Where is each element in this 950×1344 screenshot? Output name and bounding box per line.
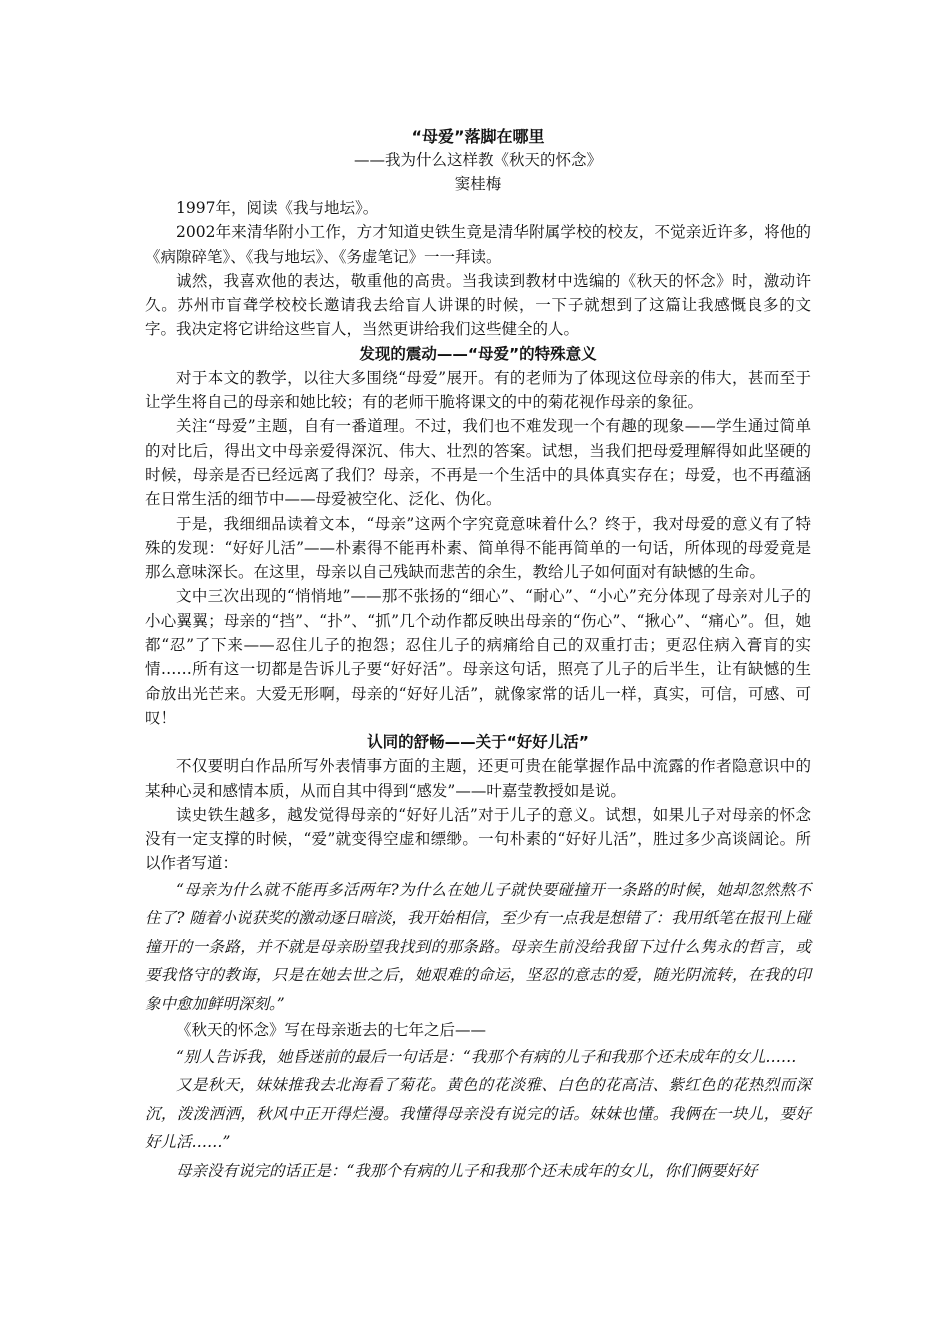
closing-paragraph: 母亲没有说完的话正是：“我那个有病的儿子和我那个还未成年的女儿，你们俩要好好	[176, 1161, 758, 1180]
paragraph: 于是，我细细品读着文本，“母亲”这两个字究竟意味着什么？终于，我对母爱的意义有了特殊的发现：“好好儿活”——朴素得不能再朴素、简单得不能再简单的一句话，所体现的母爱竟是那么意味深长。在这里，母亲以自己残缺而悲苦的余生，教给儿子如何面对有缺憾的生命。	[145, 514, 811, 582]
document-page	[145, 126, 811, 1185]
paragraph: 1997年，阅读《我与地坛》。	[176, 199, 379, 217]
document-subtitle: ——我为什么这样教《秋天的怀念》	[353, 151, 602, 169]
document-title: “母爱”落脚在哪里	[411, 127, 545, 146]
paragraph: 2002年来清华附小工作，方才知道史铁生竟是清华附属学校的校友，不觉亲近许多，将他的《病隙碎笔》、《我与地坛》、《务虚笔记》一一拜读。	[145, 223, 811, 266]
paragraph: 诚然，我喜欢他的表达，敬重他的高贵。当我读到教材中选编的《秋天的怀念》时，激动许久。苏州市盲聋学校校长邀请我去给盲人讲课的时候，一下子就想到了这篇让我感慨良多的文字。我决定将它讲给这些盲人，当然更讲给我们这些健全的人。	[145, 271, 811, 339]
paragraph: 关注“母爱”主题，自有一番道理。不过，我们也不难发现一个有趣的现象——学生通过简单的对比后，得出文中母亲爱得深沉、伟大、壮烈的答案。试想，当我们把母爱理解得如此坚硬的时候，母亲是否已经远离了我们？母亲，不再是一个生活中的具体真实存在；母爱，也不再蕴涵在日常生活的细节中——母爱被空化、泛化、伪化。	[145, 417, 811, 509]
section-heading: 发现的震动——“母爱”的特殊意义	[359, 344, 597, 363]
paragraph: 文中三次出现的“悄悄地”——那不张扬的“细心”、“耐心”、“小心”充分体现了母亲对儿子的小心翼翼；母亲的“挡”、“扑”、“抓”几个动作都反映出母亲的“伤心”、“揪心”、“痛心”。但，她都“忍”了下来——忍住儿子的抱怨；忍住儿子的病痛给自己的双重打击；更忍住病入膏肓的实情……所有这一切都是告诉儿子要“好好活”。母亲这句话，照亮了儿子的后半生，让有缺憾的生命放出光芒来。大爱无形啊，母亲的“好好儿活”，就像家常的话儿一样，真实，可信，可感、可叹！	[145, 587, 811, 727]
paragraph: 不仅要明白作品所写外表情事方面的主题，还更可贵在能掌握作品中流露的作者隐意识中的某种心灵和感情本质，从而自其中得到“感发”——叶嘉莹教授如是说。	[145, 757, 811, 800]
document-author: 窦桂梅	[454, 175, 502, 193]
quote-paragraph: “别人告诉我，她昏迷前的最后一句话是：“我那个有病的儿子和我那个还未成年的女儿……	[176, 1047, 797, 1066]
paragraph: 读史铁生越多，越发觉得母亲的“好好儿活”对于儿子的意义。试想，如果儿子对母亲的怀念没有一定支撑的时候，“爱”就变得空虚和缥缈。一句朴素的“好好儿活”，胜过多少高谈阔论。所以作者写道：	[145, 805, 811, 873]
paragraph: 《秋天的怀念》写在母亲逝去的七年之后——	[176, 1021, 487, 1040]
section-heading: 认同的舒畅——关于“好好儿活”	[367, 733, 589, 752]
paragraph: 对于本文的教学，以往大多围绕“母爱”展开。有的老师为了体现这位母亲的伟大，甚而至于让学生将自己的母亲和她比较；有的老师干脆将课文的中的菊花视作母亲的象征。	[145, 368, 811, 412]
quote-paragraph: “母亲为什么就不能再多活两年?为什么在她儿子就快要碰撞开一条路的时候，她却忽然熬不住了? 随着小说获奖的激动逐日暗淡，我开始相信，至少有一点我是想错了：我用纸笔在报刊上碰撞开的一条路，并不就是母亲盼望我找到的那条路。母亲生前没给我留下过什么隽永的哲言，或要我恪守的教诲，只是在她去世之后，她艰难的命运，坚忍的意志的爱，随光阴流转，在我的印象中愈加鲜明深刻。”	[145, 880, 811, 1013]
quote-paragraph: 又是秋天，妹妹推我去北海看了菊花。黄色的花淡雅、白色的花高洁、紫红色的花热烈而深沉，泼泼洒洒，秋风中正开得烂漫。我懂得母亲没有说完的话。妹妹也懂。我俩在一块儿，要好好儿活……”	[145, 1076, 811, 1152]
